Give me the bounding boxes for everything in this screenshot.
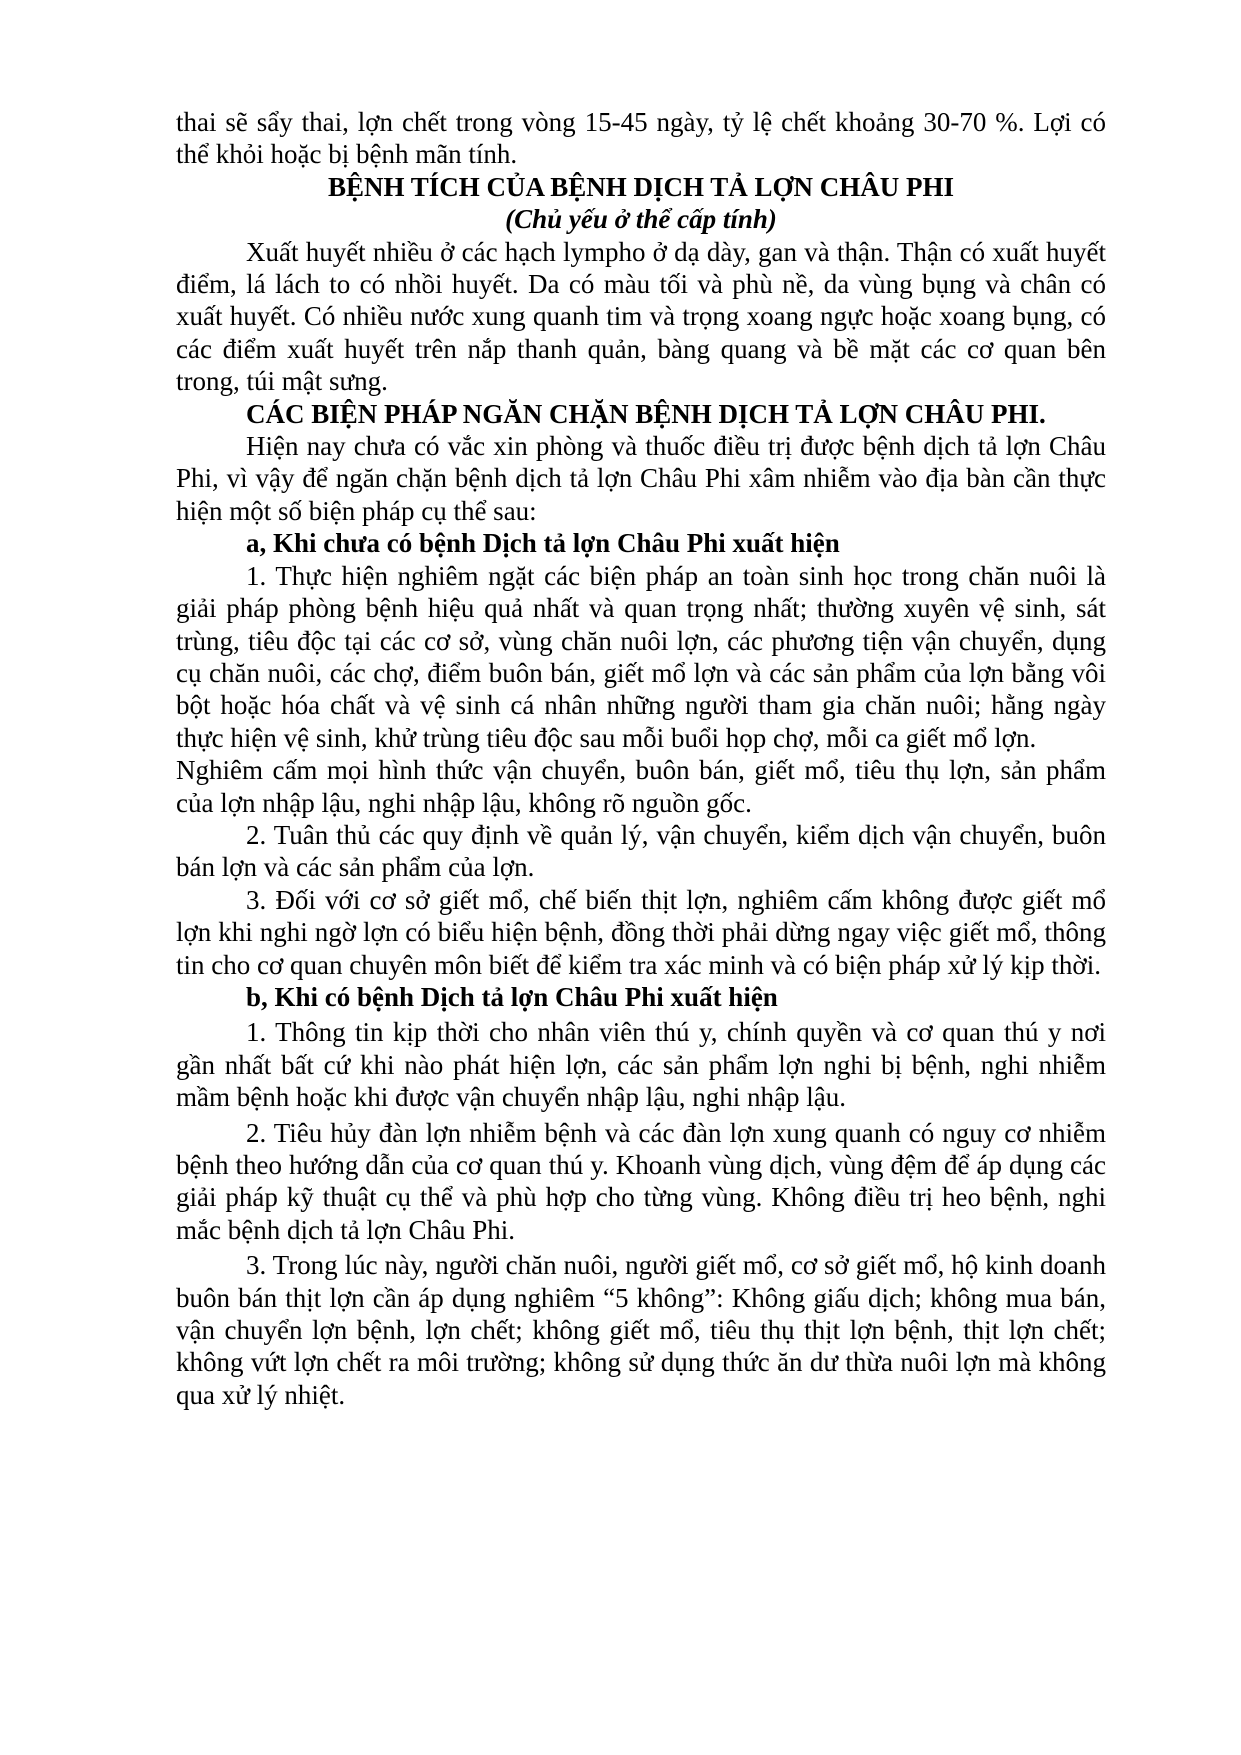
part-b-item-1: 1. Thông tin kịp thời cho nhân viên thú y, chính quyền và cơ quan thú y nơi gần nhất bất cứ khi nào phát hiện lợn, các sản phẩm lợn nghi bị bệnh, nghi nhiễm mầm bệnh hoặc khi được vận chuyển nhập lậu, nghi nhập lậu. [176, 1017, 1106, 1113]
prevention-heading: CÁC BIỆN PHÁP NGĂN CHẶN BỆNH DỊCH TẢ LỢN CHÂU PHI. [246, 398, 1046, 429]
part-a-item-2: 2. Tuân thủ các quy định về quản lý, vận chuyển, kiểm dịch vận chuyển, buôn bán lợn và các sản phẩm của lợn. [176, 819, 1106, 883]
lesions-heading: BỆNH TÍCH CỦA BỆNH DỊCH TẢ LỢN CHÂU PHI [327, 171, 955, 202]
document-page [176, 106, 1106, 1411]
part-b-item-2: 2. Tiêu hủy đàn lợn nhiễm bệnh và các đàn lợn xung quanh có nguy cơ nhiễm bệnh theo hướng dẫn của cơ quan thú y. Khoanh vùng dịch, vùng đệm để áp dụng các giải pháp kỹ thuật cụ thể và phù hợp cho từng vùng. Không điều trị heo bệnh, nghi mắc bệnh dịch tả lợn Châu Phi. [176, 1117, 1106, 1245]
lesions-subheading: (Chủ yếu ở thể cấp tính) [505, 204, 777, 235]
intro-paragraph: thai sẽ sẩy thai, lợn chết trong vòng 15-45 ngày, tỷ lệ chết khoảng 30-70 %. Lợi có thể khỏi hoặc bị bệnh mãn tính. [176, 107, 1106, 170]
part-a-heading: a, Khi chưa có bệnh Dịch tả lợn Châu Phi xuất hiện [246, 528, 840, 559]
part-a-item-1-note: Nghiêm cấm mọi hình thức vận chuyển, buôn bán, giết mổ, tiêu thụ lợn, sản phẩm của lợn nhập lậu, nghi nhập lậu, không rõ nguồn gốc. [176, 755, 1106, 818]
part-b-heading: b, Khi có bệnh Dịch tả lợn Châu Phi xuất hiện [246, 981, 778, 1012]
part-a-item-1: 1. Thực hiện nghiêm ngặt các biện pháp an toàn sinh học trong chăn nuôi là giải pháp phòng bệnh hiệu quả nhất và quan trọng nhất; thường xuyên vệ sinh, sát trùng, tiêu độc tại các cơ sở, vùng chăn nuôi lợn, các phương tiện vận chuyển, dụng cụ chăn nuôi, các chợ, điểm buôn bán, giết mổ lợn và các sản phẩm của lợn bằng vôi bột hoặc hóa chất và vệ sinh cá nhân những người tham gia chăn nuôi; hằng ngày thực hiện vệ sinh, khử trùng tiêu độc sau mỗi buổi họp chợ, mỗi ca giết mổ lợn. [176, 560, 1106, 753]
prevention-intro: Hiện nay chưa có vắc xin phòng và thuốc điều trị được bệnh dịch tả lợn Châu Phi, vì vậy để ngăn chặn bệnh dịch tả lợn Châu Phi xâm nhiễm vào địa bàn cần thực hiện một số biện pháp cụ thể sau: [176, 431, 1106, 526]
part-a-item-3: 3. Đối với cơ sở giết mổ, chế biến thịt lợn, nghiêm cấm không được giết mổ lợn khi nghi ngờ lợn có biểu hiện bệnh, đồng thời phải dừng ngay việc giết mổ, thông tin cho cơ quan chuyên môn biết để kiểm tra xác minh và có biện pháp xử lý kịp thời. [176, 884, 1106, 980]
part-b-item-3: 3. Trong lúc này, người chăn nuôi, người giết mổ, cơ sở giết mổ, hộ kinh doanh buôn bán thịt lợn cần áp dụng nghiêm “5 không”: Không giấu dịch; không mua bán, vận chuyển lợn bệnh, lợn chết; không giết mổ, tiêu thụ thịt lợn bệnh, thịt lợn chết; không vứt lợn chết ra môi trường; không sử dụng thức ăn dư thừa nuôi lợn mà không qua xử lý nhiệt. [176, 1250, 1106, 1410]
lesions-body: Xuất huyết nhiều ở các hạch lympho ở dạ dày, gan và thận. Thận có xuất huyết điểm, lá lách to có nhồi huyết. Da có màu tối và phù nề, da vùng bụng và chân có xuất huyết. Có nhiều nước xung quanh tim và trọng xoang ngực hoặc xoang bụng, có các điểm xuất huyết trên nắp thanh quản, bàng quang và bề mặt các cơ quan bên trong, túi mật sưng. [176, 236, 1106, 397]
